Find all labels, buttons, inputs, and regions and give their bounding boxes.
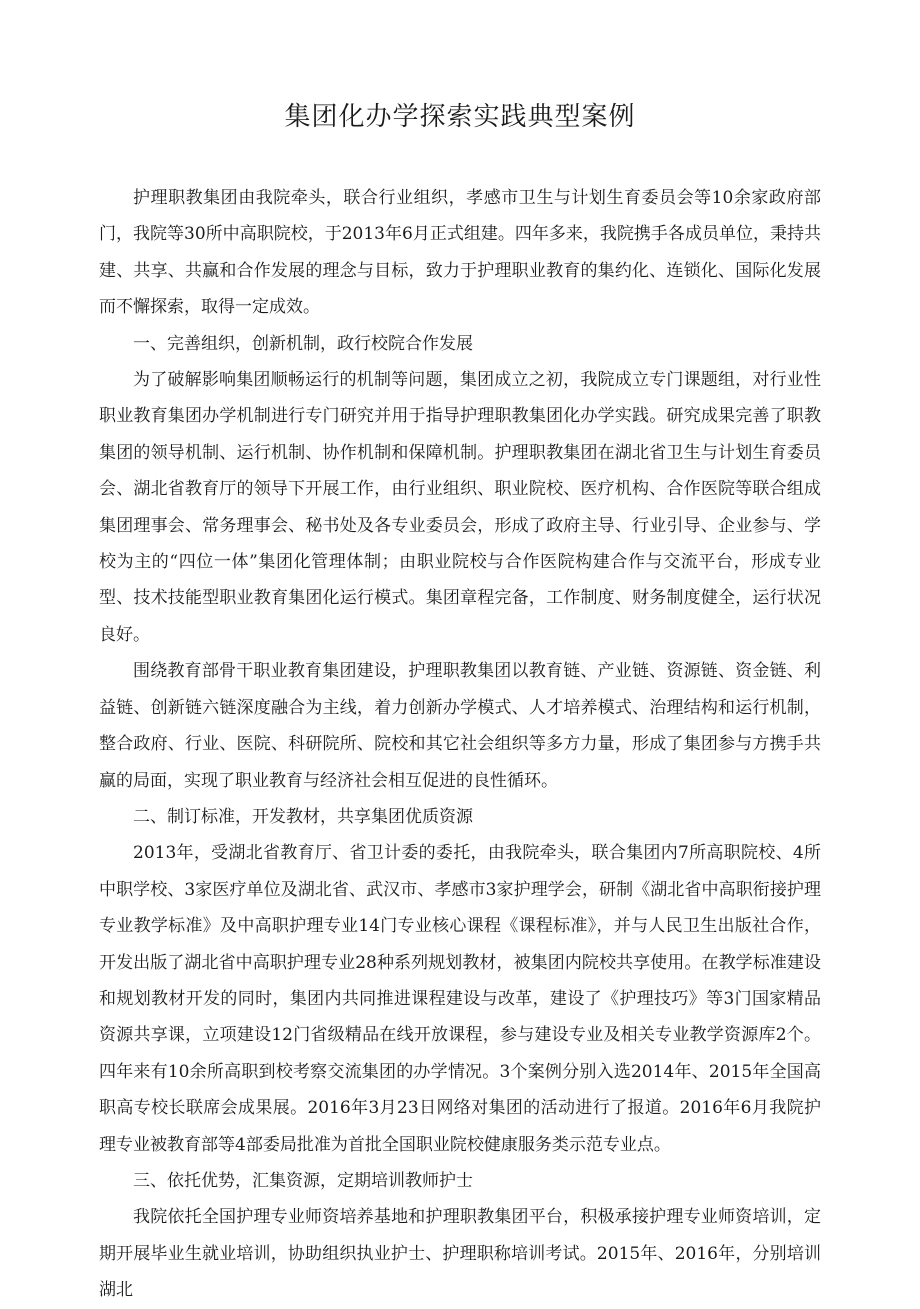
intro-paragraph: 护理职教集团由我院牵头，联合行业组织，孝感市卫生与计划生育委员会等10余家政府部门，我院等30所中高职院校，于2013年6月正式组建。四年多来，我院携手各成员单位，秉持共建、共享、共赢和合作发展的理念与目标，致力于护理职业教育的集约化、连锁化、国际化发展而不懈探索，取得一定成效。	[99, 188, 821, 318]
section-1-paragraph-2: 围绕教育部骨干职业教育集团建设，护理职教集团以教育链、产业链、资源链、资金链、利益链、创新链六链深度融合为主线，着力创新办学模式、人才培养模式、治理结构和运行机制，整合政府、行业、医院、科研院所、院校和其它社会组织等多方力量，形成了集团参与方携手共赢的局面，实现了职业教育与经济社会相互促进的良性循环。	[99, 661, 821, 791]
section-heading-2: 二、制订标准，开发教材，共享集团优质资源	[133, 806, 473, 827]
document-body	[99, 180, 821, 1309]
section-3-paragraph-1: 我院依托全国护理专业师资培养基地和护理职教集团平台，积极承接护理专业师资培训，定期开展毕业生就业培训，协助组织执业护士、护理职称培训考试。2015年、2016年，分别培训湖北	[99, 1207, 821, 1301]
section-heading-3: 三、依托优势，汇集资源，定期培训教师护士	[133, 1170, 473, 1191]
section-1-paragraph-1: 为了破解影响集团顺畅运行的机制等问题，集团成立之初，我院成立专门课题组，对行业性职业教育集团办学机制进行专门研究并用于指导护理职教集团化办学实践。研究成果完善了职教集团的领导机制、运行机制、协作机制和保障机制。护理职教集团在湖北省卫生与计划生育委员会、湖北省教育厅的领导下开展工作，由行业组织、职业院校、医疗机构、合作医院等联合组成集团理事会、常务理事会、秘书处及各专业委员会，形成了政府主导、行业引导、企业参与、学校为主的“四位一体”集团化管理体制；由职业院校与合作医院构建合作与交流平台，形成专业型、技术技能型职业教育集团化运行模式。集团章程完备，工作制度、财务制度健全，运行状况良好。	[99, 370, 821, 645]
section-heading-1: 一、完善组织，创新机制，政行校院合作发展	[133, 333, 473, 354]
section-2-paragraph-1: 2013年，受湖北省教育厅、省卫计委的委托，由我院牵头，联合集团内7所高职院校、4所中职学校、3家医疗单位及湖北省、武汉市、孝感市3家护理学会，研制《湖北省中高职衔接护理专业教学标准》及中高职护理专业14门专业核心课程《课程标准》，并与人民卫生出版社合作，开发出版了湖北省中高职护理专业28种系列规划教材，被集团内院校共享使用。在教学标准建设和规划教材开发的同时，集团内共同推进课程建设与改革，建设了《护理技巧》等3门国家精品资源共享课，立项建设12门省级精品在线开放课程，参与建设专业及相关专业教学资源库2个。四年来有10余所高职到校考察交流集团的办学情况。3个案例分别入选2014年、2015年全国高职高专校长联席会成果展。2016年3月23日网络对集团的活动进行了报道。2016年6月我院护理专业被教育部等4部委局批准为首批全国职业院校健康服务类示范专业点。	[99, 843, 821, 1155]
document-title: 集团化办学探索实践典型案例	[284, 102, 636, 132]
